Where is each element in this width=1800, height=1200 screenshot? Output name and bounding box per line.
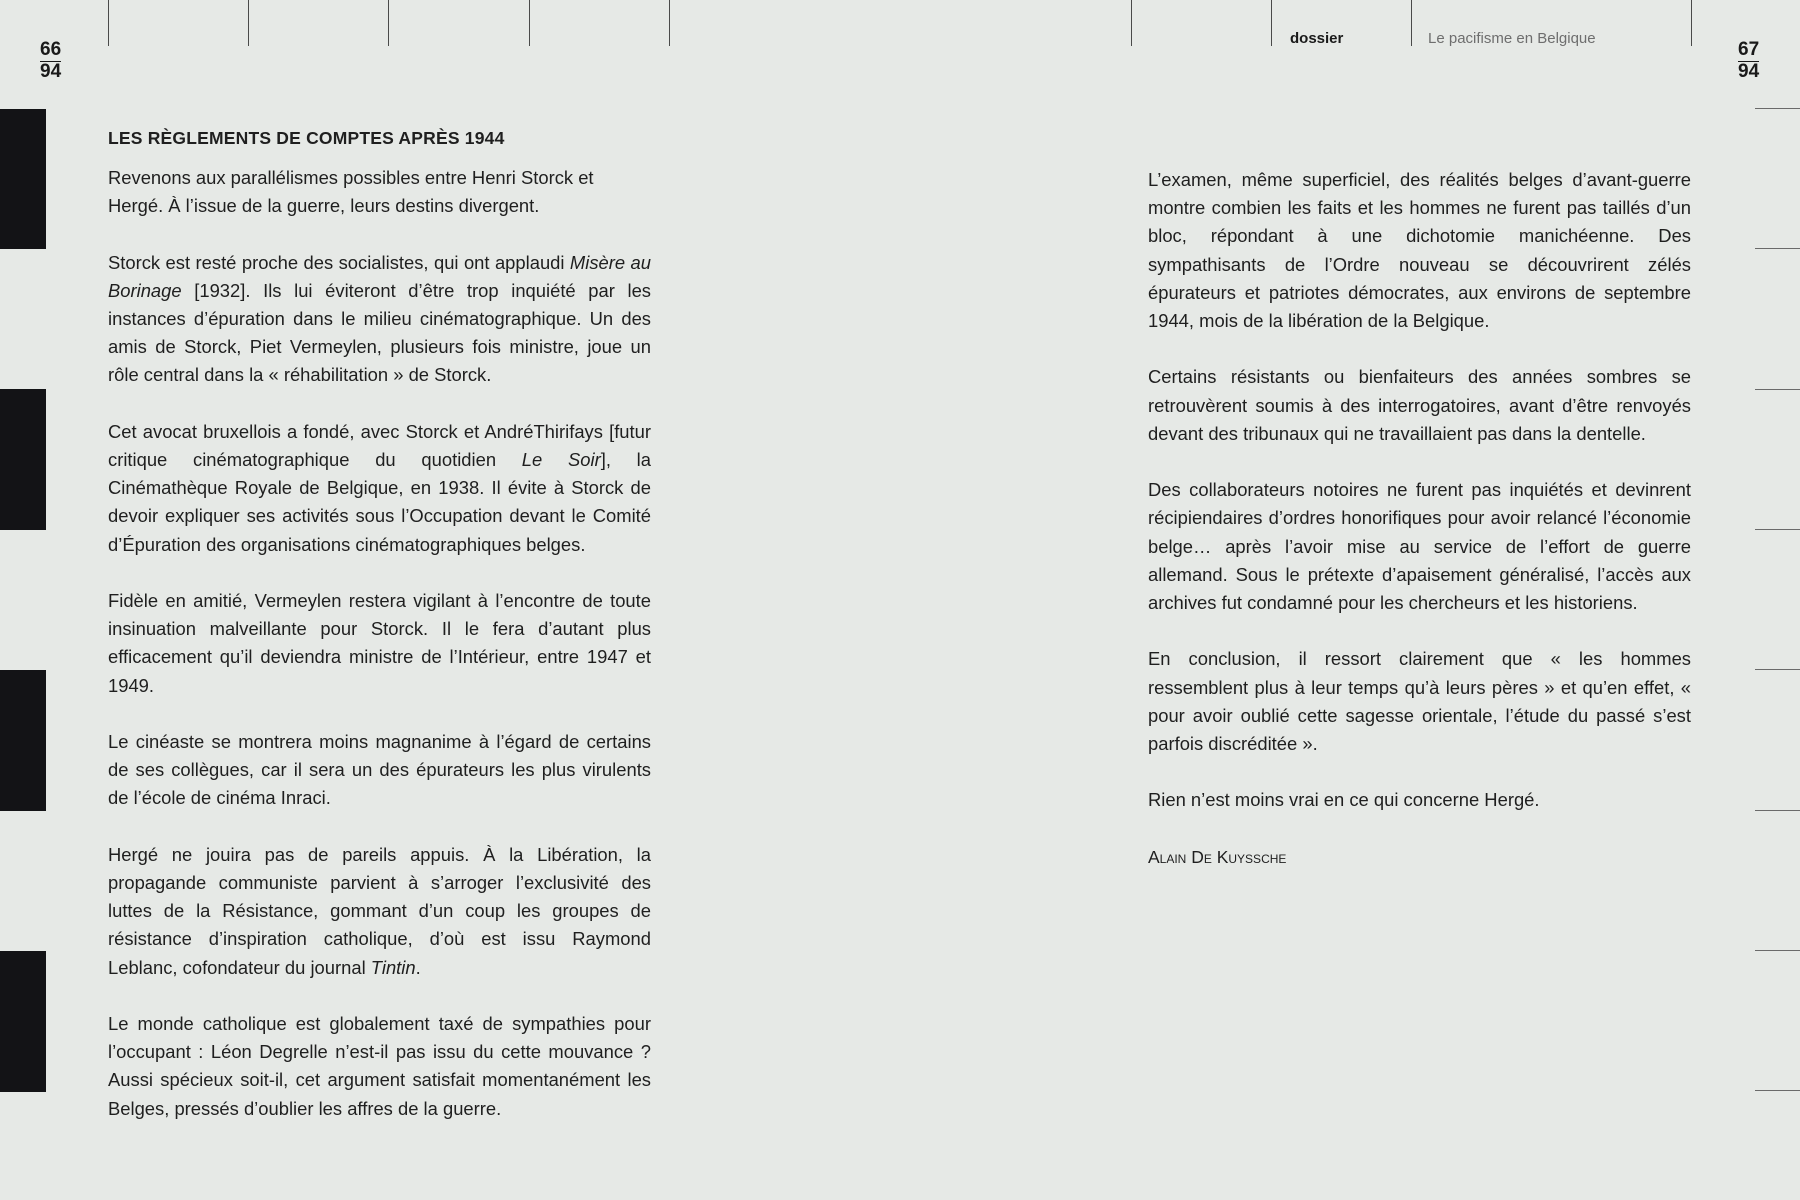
page-number-left bbox=[40, 40, 61, 82]
edge-bar bbox=[0, 389, 46, 530]
edge-rule bbox=[1755, 810, 1800, 811]
paragraph: Certains résistants ou bienfaiteurs des années sombres se retrouvèrent soumis à des interrogatoires, avant d’être renvoyés devant des tribunaux qui ne travaillaient pas dans la dentelle. bbox=[1148, 366, 1691, 444]
right-column bbox=[1148, 166, 1691, 871]
journal-title: Tintin bbox=[370, 956, 416, 978]
film-title: Misère au Borinage bbox=[108, 251, 651, 301]
paragraph-text: Hergé ne jouira pas de pareils appuis. À la Libération, la propagande communiste parvient à s’arroger l’exclusivité des luttes de la Résistance, gommant d’un coup les groupes de résistance d’inspiration catholique, d’où est issu Raymond Leblanc, cofondateur du journal bbox=[108, 843, 651, 978]
newspaper-title: Le Soir bbox=[521, 449, 601, 470]
paragraph bbox=[108, 418, 651, 559]
header-tick bbox=[1271, 0, 1272, 46]
paragraph: Fidèle en amitié, Vermeylen restera vigilant à l’encontre de toute insinuation malveillante pour Storck. Il le fera d’autant plus efficacement qu’il deviendra ministre de l’Intérieur, entre 1947 et 1949. bbox=[108, 590, 651, 696]
paragraph: En conclusion, il ressort clairement que « les hommes ressemblent plus à leur temps qu’à leurs pères » et qu’en effet, « pour avoir oublié cette sagesse orientale, l’étude du passé s’est parfois discréditée ». bbox=[1148, 648, 1691, 755]
paragraph: Le monde catholique est globalement taxé de sympathies pour l’occupant : Léon Degrelle n’est-il pas issu du cette mouvance ? Aussi spécieux soit-il, cet argument satisfait momentanément les Belges, pressés d’oublier les affres de la guerre. bbox=[108, 1013, 651, 1119]
running-header-title: Le pacifisme en Belgique bbox=[1428, 30, 1596, 47]
header-tick bbox=[1691, 0, 1692, 46]
page-number-current: 66 bbox=[40, 39, 62, 60]
page-number-total: 94 bbox=[40, 61, 62, 82]
edge-bar bbox=[0, 109, 46, 249]
paragraph: Revenons aux parallélismes possibles entre Henri Storck et Hergé. À l’issue de la guerre, leurs destins divergent. bbox=[108, 167, 594, 217]
edge-bar bbox=[0, 951, 46, 1092]
edge-rule bbox=[1755, 108, 1800, 109]
section-heading: LES RÈGLEMENTS DE COMPTES APRÈS 1944 bbox=[108, 128, 505, 148]
paragraph bbox=[108, 249, 651, 390]
edge-bar bbox=[0, 670, 46, 811]
running-header-section: dossier bbox=[1290, 30, 1344, 47]
edge-rule bbox=[1755, 950, 1800, 951]
paragraph-text: [1932]. Ils lui éviteront d’être trop inquiété par les instances d’épuration dans le milieu cinématographique. Un des amis de Storck, Piet Vermeylen, plusieurs fois ministre, joue un rôle central dans la « réhabilitation » de Storck. bbox=[108, 279, 651, 386]
paragraph: Rien n’est moins vrai en ce qui concerne Hergé. bbox=[1148, 789, 1540, 811]
paragraph bbox=[108, 841, 651, 982]
author-signature: Alain De Kuyssche bbox=[1148, 846, 1287, 867]
header-tick bbox=[1131, 0, 1132, 46]
edge-rule bbox=[1755, 248, 1800, 249]
header-tick bbox=[108, 0, 109, 46]
page-number-total: 94 bbox=[1738, 61, 1760, 82]
edge-rule bbox=[1755, 1090, 1800, 1091]
header-tick bbox=[669, 0, 670, 46]
header-tick bbox=[1411, 0, 1412, 46]
edge-rule bbox=[1755, 389, 1800, 390]
paragraph-text: ], la Cinémathèque Royale de Belgique, en 1938. Il évite à Storck de devoir expliquer ses activités sous l’Occupation devant le Comité d’Épuration des organisations cinématographiques belges. bbox=[108, 449, 651, 555]
paragraph: Le cinéaste se montrera moins magnanime à l’égard de certains de ses collègues, car il sera un des épurateurs les plus virulents de l’école de cinéma Inraci. bbox=[108, 731, 651, 809]
edge-rule bbox=[1755, 669, 1800, 670]
paragraph-text: Storck est resté proche des socialistes, qui ont applaudi bbox=[108, 251, 570, 273]
header-tick bbox=[529, 0, 530, 46]
paragraph: Des collaborateurs notoires ne furent pas inquiétés et devinrent récipiendaires d’ordres honorifiques pour avoir relancé l’économie belge… après l’avoir mise au service de l’effort de guerre allemand. Sous le prétexte d’apaisement généralisé, l’accès aux archives fut condamné pour les chercheurs et les historiens. bbox=[1148, 479, 1691, 614]
paragraph: L’examen, même superficiel, des réalités belges d’avant-guerre montre combien les faits et les hommes ne furent pas taillés d’un bloc, répondant à une dichotomie manichéenne. Des sympathisants de l’Ordre nouveau se découvrirent zélés épurateurs et patriotes démocrates, aux environs de septembre 1944, mois de la libération de la Belgique. bbox=[1148, 169, 1691, 332]
header-tick bbox=[388, 0, 389, 46]
paragraph-text: Cet avocat bruxellois a fondé, avec Storck et AndréThirifays [futur critique cinématographique du quotidien bbox=[108, 420, 651, 470]
page-number-right bbox=[1738, 40, 1759, 82]
paragraph-text: . bbox=[415, 956, 421, 978]
header-tick bbox=[248, 0, 249, 46]
left-column bbox=[108, 126, 651, 1151]
page-number-current: 67 bbox=[1738, 39, 1760, 60]
edge-rule bbox=[1755, 529, 1800, 530]
